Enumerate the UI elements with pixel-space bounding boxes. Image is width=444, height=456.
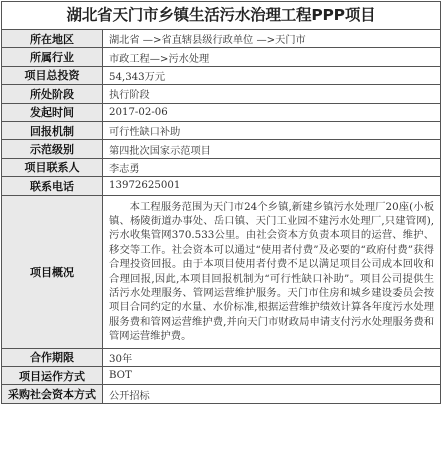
label-demo-level: 示范级别: [2, 140, 103, 158]
row-procurement-method: [2, 385, 441, 403]
row-launch-date: [2, 103, 441, 121]
document-title: 湖北省天门市乡镇生活污水治理工程PPP项目: [1, 1, 441, 29]
row-total-investment: [2, 66, 441, 84]
row-cooperation-term: [2, 348, 441, 366]
value-overview: 本工程服务范围为天门市24个乡镇,新建乡镇污水处理厂20座(小板镇、杨陵街道办事处、岳口镇、天门工业园不建污水处理厂,只建管网),污水收集管网370.533公里。由社会资本方负责本项目的运营、维护、移交等工作。社会资本可以通过“使用者付费”及必要的“政府付费”获得合理投资回报。由于本项目使用者付费不足以满足项目公司成本回收和合理回报,因此,本项目回报机制为“可行性缺口补助”。项目公司提供生活污水处理服务、管网运营维护服务。天门市住房和城乡建设委员会按项目合同约定的水量、水价标准,根据运营维护绩效计算各年度污水处理服务费和管网运营维护费,并向天门市财政局申请支付污水处理服务费和管网运营维护费。: [103, 195, 441, 348]
value-cooperation-term: 30年: [103, 348, 441, 366]
value-industry: 市政工程—>污水处理: [103, 48, 441, 66]
project-info-document: [1, 1, 441, 404]
label-procurement-method: 采购社会资本方式: [2, 385, 103, 403]
value-launch-date: 2017-02-06: [103, 103, 441, 121]
value-procurement-method: 公开招标: [103, 385, 441, 403]
value-operation-mode: BOT: [103, 366, 441, 384]
value-contact-person: 李志勇: [103, 158, 441, 176]
row-demo-level: [2, 140, 441, 158]
value-return-mechanism: 可行性缺口补助: [103, 121, 441, 139]
value-total-investment: 54,343万元: [103, 66, 441, 84]
label-overview: 项目概况: [2, 195, 103, 348]
label-return-mechanism: 回报机制: [2, 121, 103, 139]
row-operation-mode: [2, 366, 441, 384]
row-contact-person: [2, 158, 441, 176]
label-launch-date: 发起时间: [2, 103, 103, 121]
label-total-investment: 项目总投资: [2, 66, 103, 84]
value-contact-phone: 13972625001: [103, 177, 441, 195]
value-region: 湖北省 —>省直辖县级行政单位 —>天门市: [103, 30, 441, 48]
label-cooperation-term: 合作期限: [2, 348, 103, 366]
row-return-mechanism: [2, 121, 441, 139]
row-region: [2, 30, 441, 48]
label-region: 所在地区: [2, 30, 103, 48]
row-industry: [2, 48, 441, 66]
label-contact-person: 项目联系人: [2, 158, 103, 176]
value-stage: 执行阶段: [103, 85, 441, 103]
row-stage: [2, 85, 441, 103]
label-stage: 所处阶段: [2, 85, 103, 103]
label-operation-mode: 项目运作方式: [2, 366, 103, 384]
label-industry: 所属行业: [2, 48, 103, 66]
row-contact-phone: [2, 177, 441, 195]
label-contact-phone: 联系电话: [2, 177, 103, 195]
project-info-table: [1, 29, 441, 404]
value-demo-level: 第四批次国家示范项目: [103, 140, 441, 158]
row-overview: [2, 195, 441, 348]
